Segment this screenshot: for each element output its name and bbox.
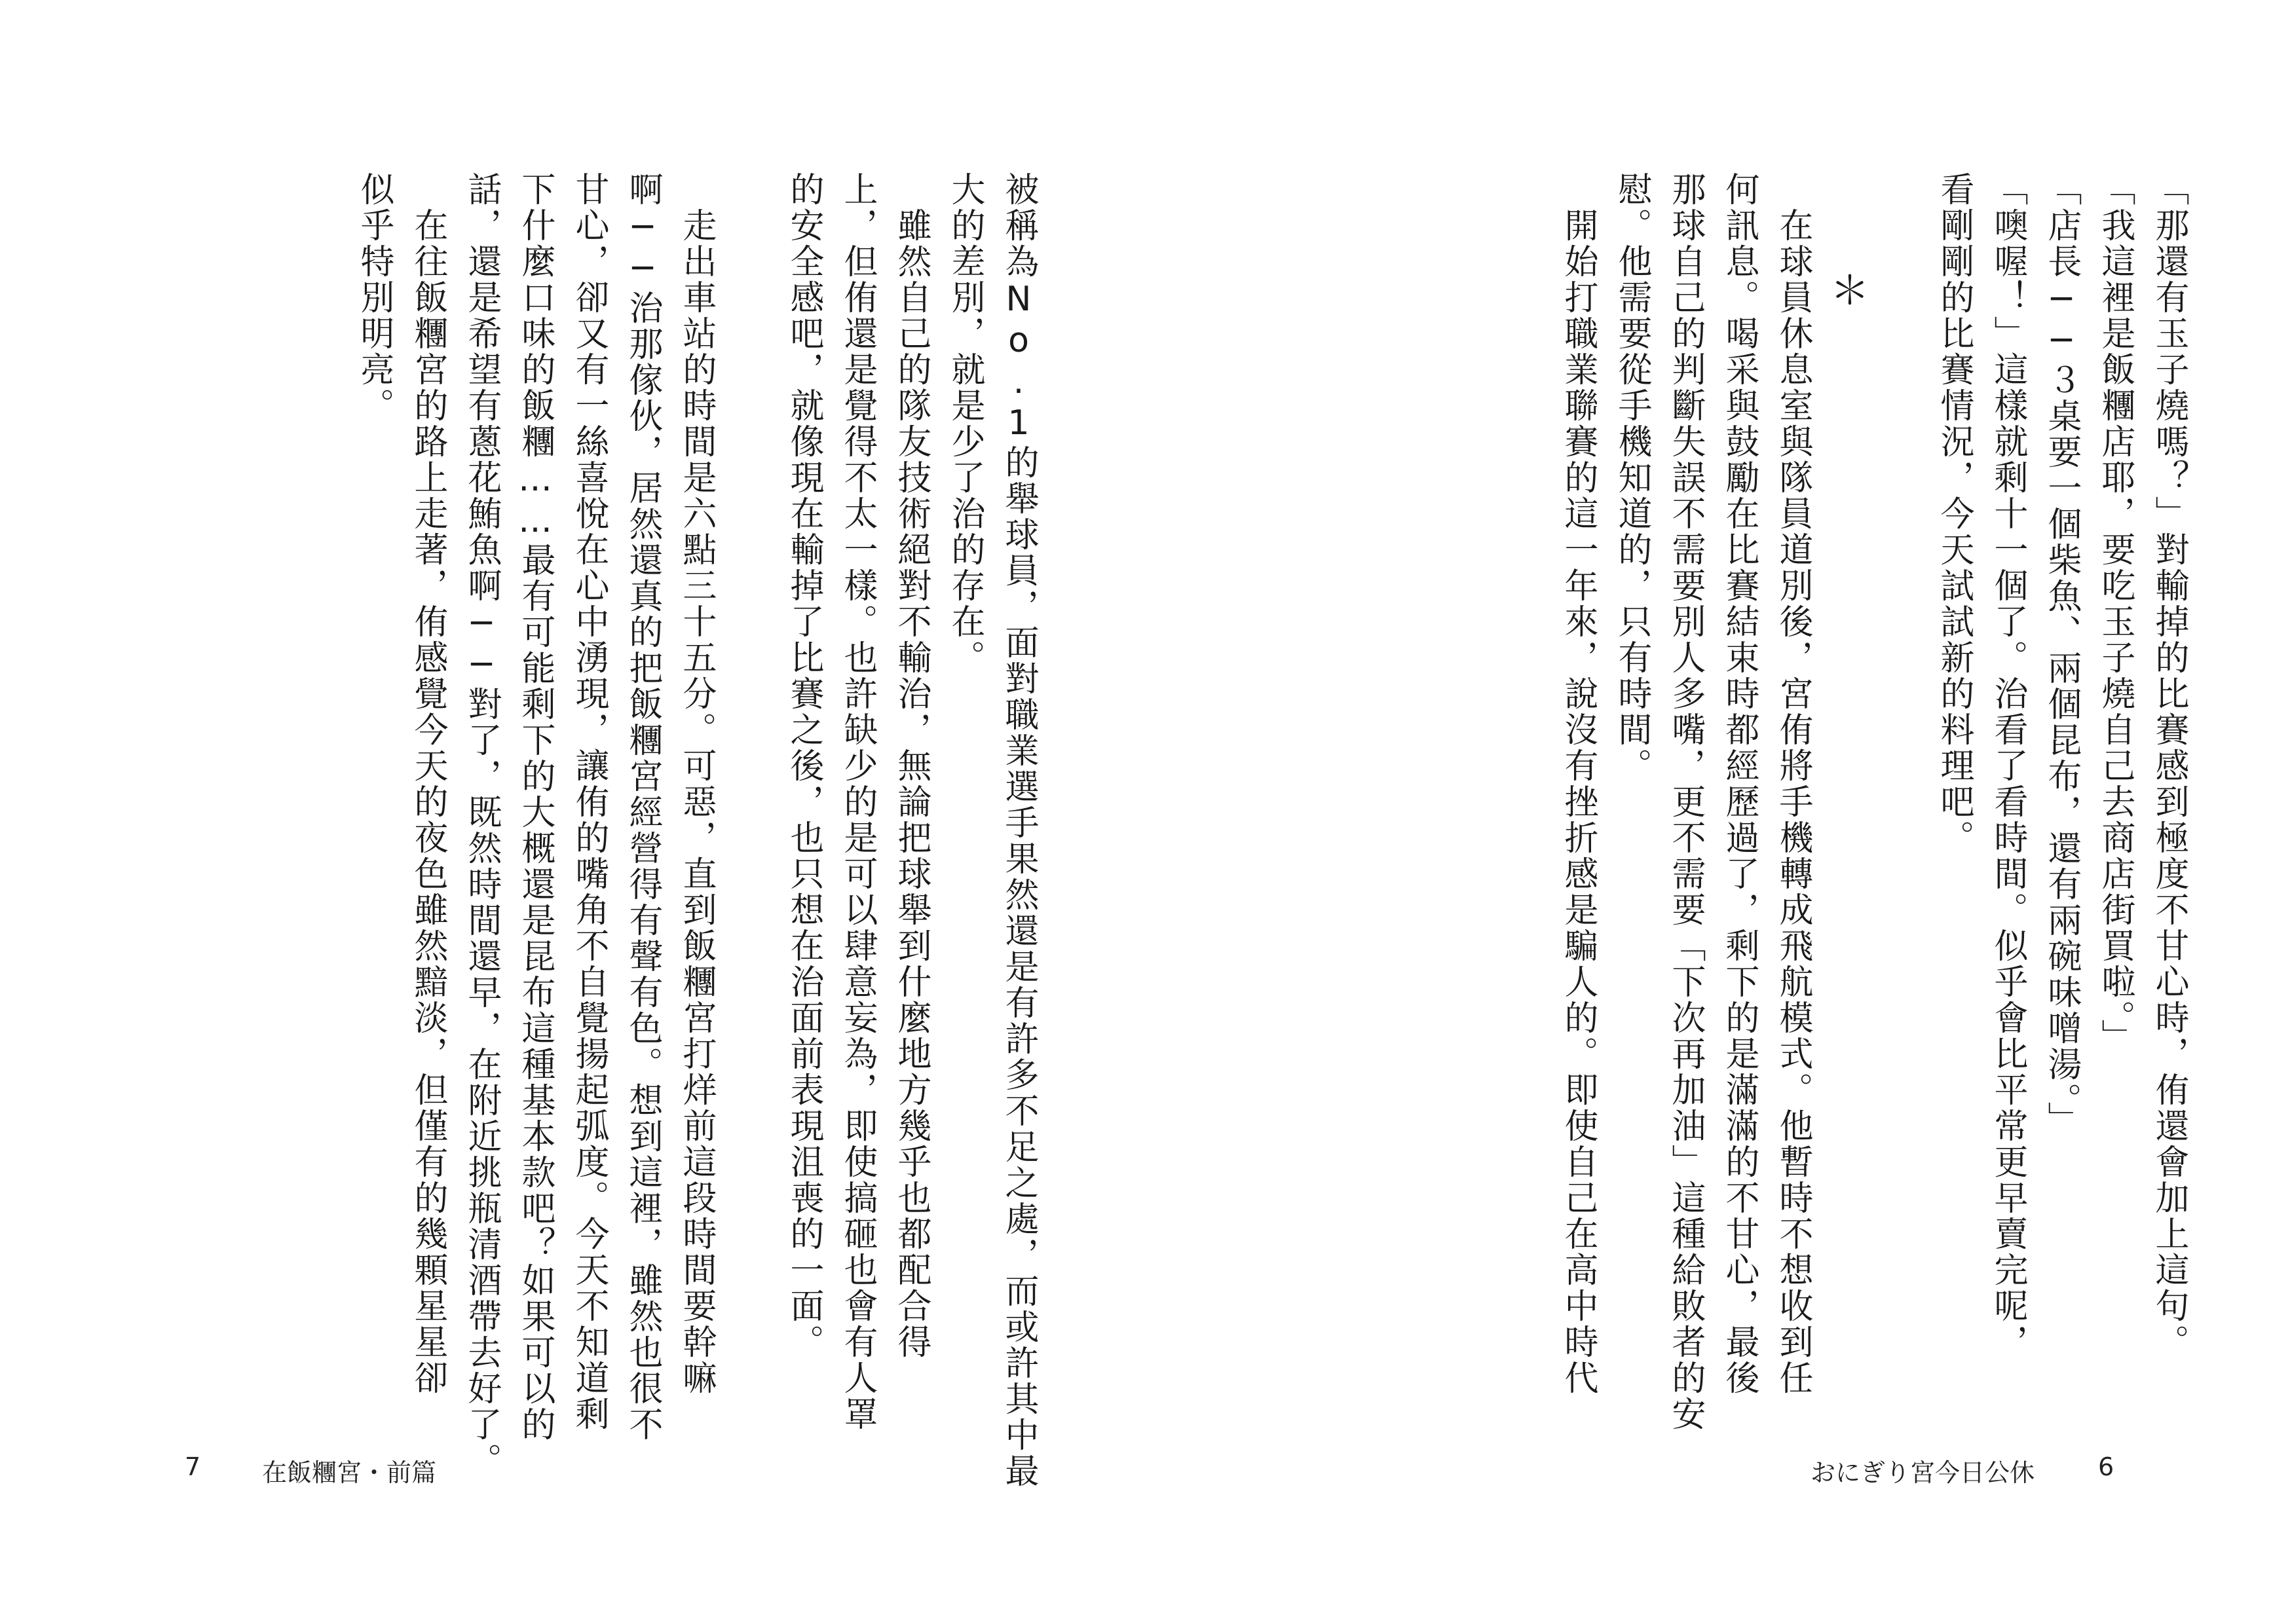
paragraph: 在球員休息室與隊員道別後，宮侑將手機轉成飛航模式。他暫時不想收到任 (1773, 172, 1812, 1396)
paragraph: 「我這裡是飯糰店耶，要吃玉子燒自己去商店街買啦。」 (2095, 172, 2135, 1055)
paragraph: 似乎特別明亮。 (354, 172, 394, 424)
paragraph: 下什麼口味的飯糰……最有可能剩下的大概還是昆布這種基本款吧？如果可以的 (516, 172, 555, 1443)
blank-line (1873, 172, 1927, 1318)
running-title: 在飯糰宮・前篇 (262, 1458, 437, 1487)
paragraph: 在往飯糰宮的路上走著，侑感覺今天的夜色雖然黯淡，但僅有的幾顆星星卻 (408, 172, 447, 1396)
paragraph: 的安全感吧，就像現在輸掉了比賽之後，也只想在治面前表現沮喪的一面。 (784, 172, 823, 1360)
page-number: 7 (185, 1452, 201, 1481)
paragraph: 被稱為No.1的舉球員，面對職業選手果然還是有許多不足之處，而或許其中最 (999, 172, 1038, 1489)
page-number: 6 (2098, 1452, 2114, 1481)
paragraph: 慰。他需要從手機知道的，只有時間。 (1612, 172, 1651, 784)
section-break-asterisk: ＊ (1824, 270, 1869, 311)
right-page (1145, 0, 2290, 1624)
paragraph: 啊──治那傢伙，居然還真的把飯糰宮經營得有聲有色。想到這裡，雖然也很不 (623, 172, 662, 1443)
paragraph: 開始打職業聯賽的這一年來，說沒有挫折感是騙人的。即使自己在高中時代 (1558, 172, 1598, 1396)
paragraph: 話，還是希望有蔥花鮪魚啊──對了，既然時間還早，在附近挑瓶清酒帶去好了。 (462, 172, 501, 1479)
paragraph: 甘心，卻又有一絲喜悅在心中湧現，讓侑的嘴角不自覺揚起弧度。今天不知道剩 (569, 172, 609, 1432)
paragraph: 那球自己的判斷失誤不需要別人多嘴，更不需要「下次再加油」這種給敗者的安 (1666, 172, 1705, 1432)
paragraph: 上，但侑還是覺得不太一樣。也許缺少的是可以肆意妄為，即使搞砸也會有人罩 (838, 172, 877, 1432)
running-title: おにぎり宮今日公休 (1811, 1458, 2035, 1487)
paragraph: 看剛剛的比賽情況，今天試試新的料理吧。 (1934, 172, 1974, 856)
paragraph: 何訊息。喝采與鼓勵在比賽結束時都經歷過了，剩下的是滿滿的不甘心，最後 (1719, 172, 1759, 1396)
paragraph: 「那還有玉子燒嗎？」對輸掉的比賽感到極度不甘心時，侑還會加上這句。 (2149, 172, 2188, 1360)
paragraph: 「噢喔！」這樣就剩十一個了。治看了看時間。似乎會比平常更早賣完呢， (1988, 172, 2027, 1360)
blank-line (723, 172, 777, 1318)
paragraph: 雖然自己的隊友技術絕對不輸治，無論把球舉到什麼地方幾乎也都配合得 (892, 172, 931, 1360)
paragraph: 「店長──３桌要一個柴魚、兩個昆布，還有兩碗味噌湯。」 (2042, 172, 2081, 1137)
paragraph: 大的差別，就是少了治的存在。 (945, 172, 985, 676)
paragraph: 走出車站的時間是六點三十五分。可惡，直到飯糰宮打烊前這段時間要幹嘛 (677, 172, 716, 1396)
right-page-text (1370, 172, 2196, 1432)
